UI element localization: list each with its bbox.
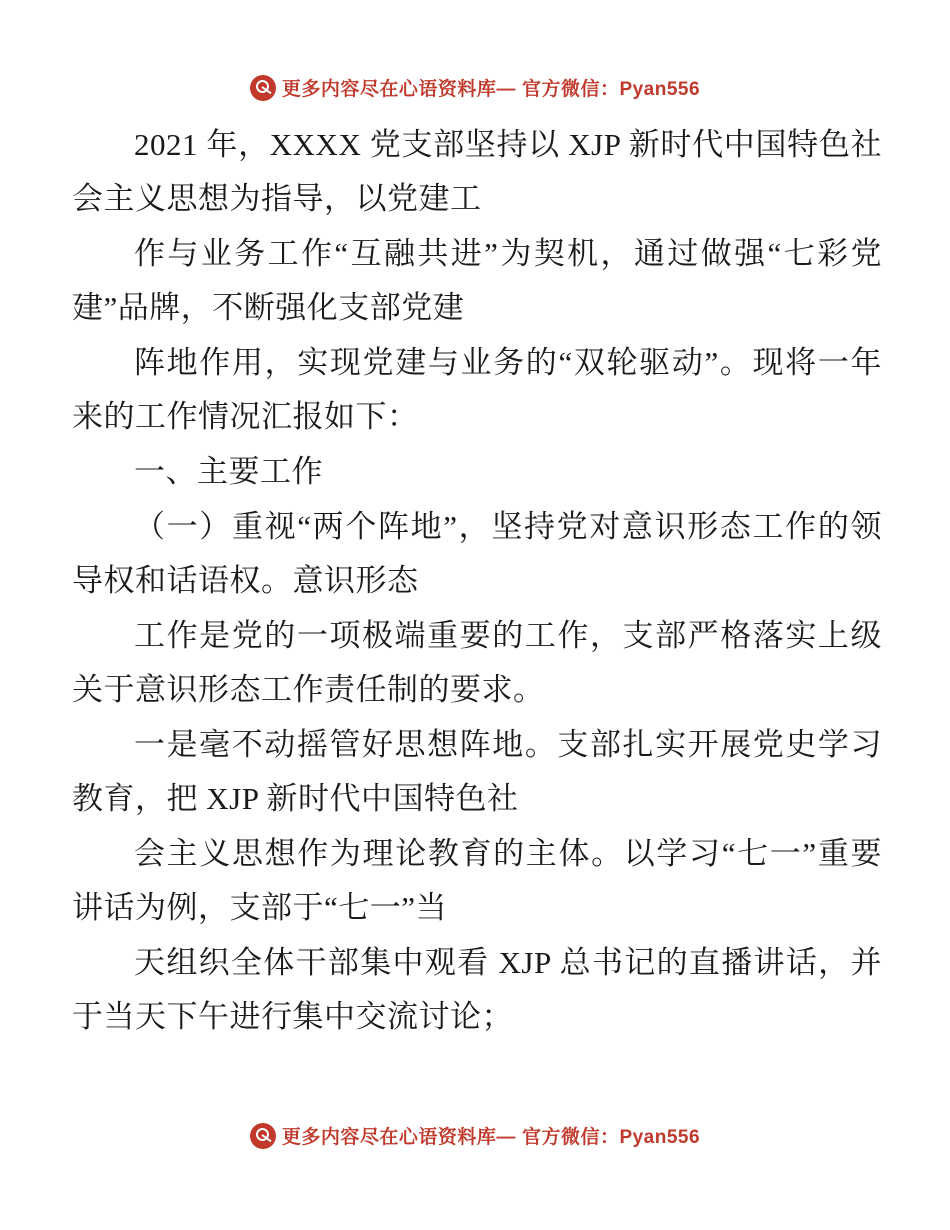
watermark-bottom — [0, 1122, 950, 1149]
watermark-text-secondary: 官方微信：Pyan556 — [521, 1127, 701, 1148]
paragraph: 工作是党的一项极端重要的工作，支部严格落实上级关于意识形态工作责任制的要求。 — [72, 618, 882, 707]
paragraph: 一是毫不动摇管好思想阵地。支部扎实开展党史学习教育，把 XJP 新时代中国特色社 — [72, 727, 882, 816]
magnifier-circle-icon — [250, 75, 276, 101]
magnifier-circle-icon — [250, 1123, 276, 1149]
paragraph: 作与业务工作“互融共进”为契机，通过做强“七彩党建”品牌，不断强化支部党建 — [72, 236, 882, 325]
watermark-text-main: 更多内容尽在心语资料库— — [281, 1127, 516, 1148]
paragraph: （一）重视“两个阵地”，坚持党对意识形态工作的领导权和话语权。意识形态 — [72, 509, 882, 598]
paragraph: 一、主要工作 — [134, 454, 323, 489]
document-body — [72, 118, 882, 1045]
paragraph: 2021 年，XXXX 党支部坚持以 XJP 新时代中国特色社会主义思想为指导，以党建工 — [72, 127, 882, 216]
watermark-text-main: 更多内容尽在心语资料库— — [281, 79, 516, 100]
watermark-text-secondary: 官方微信：Pyan556 — [521, 79, 701, 100]
watermark-top — [0, 74, 950, 101]
paragraph: 会主义思想作为理论教育的主体。以学习“七一”重要讲话为例，支部于“七一”当 — [72, 836, 882, 925]
paragraph: 天组织全体干部集中观看 XJP 总书记的直播讲话，并于当天下午进行集中交流讨论； — [72, 945, 882, 1034]
paragraph: 阵地作用，实现党建与业务的“双轮驱动”。现将一年来的工作情况汇报如下： — [72, 345, 882, 434]
